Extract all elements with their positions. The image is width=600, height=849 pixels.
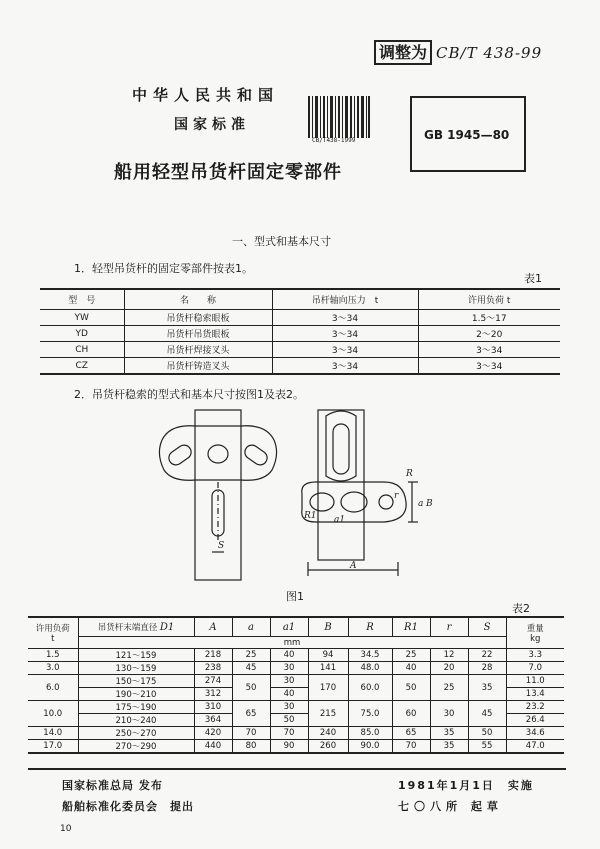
cell-r-upper: 60.0 (348, 675, 392, 701)
label-s: S (218, 541, 225, 551)
cell-b: 141 (308, 662, 348, 675)
cell-weight: 7.0 (506, 662, 564, 675)
cell-weight: 23.2 (506, 701, 564, 714)
table1-cell: CZ (40, 358, 124, 375)
cell-dia: 250～270 (78, 727, 194, 740)
table2-unit: mm (78, 637, 506, 649)
cell-a1: 70 (270, 727, 308, 740)
drafter: 七〇八所 起草 (398, 800, 503, 813)
table2-header: a1 (270, 617, 308, 637)
table2-unit-row (28, 637, 564, 649)
table1-header: 名 称 (124, 289, 272, 310)
table2-label: 表2 (512, 602, 530, 615)
cell-s: 55 (468, 740, 506, 754)
cell-dia: 121～159 (78, 649, 194, 662)
cell-r1: 70 (392, 740, 430, 754)
table2-header: r (430, 617, 468, 637)
table1-cell: 吊货杆铸造叉头 (124, 358, 272, 375)
cell-a-upper: 364 (194, 714, 232, 727)
table1-cell: 吊货杆吊货眼板 (124, 326, 272, 342)
cell-r-upper: 85.0 (348, 727, 392, 740)
table1-cell: 3～34 (272, 326, 418, 342)
table1-row (40, 358, 560, 375)
page-number: 10 (60, 824, 72, 834)
cell-a-lower: 45 (232, 662, 270, 675)
table2-row (28, 662, 564, 675)
cell-a-upper: 218 (194, 649, 232, 662)
table1-header: 吊杆轴向压力 t (272, 289, 418, 310)
label-r-big: R (406, 469, 413, 479)
table1-cell: 吊货杆焊接叉头 (124, 342, 272, 358)
cell-r1: 50 (392, 675, 430, 701)
issuer: 国家标准总局 发布 (62, 779, 163, 792)
table1-cell: 吊货杆稳索眼板 (124, 310, 272, 326)
table1-cell: 3～34 (418, 358, 560, 375)
cell-a1: 90 (270, 740, 308, 754)
table2-header-dia: 吊货杆末端直径 D1 (78, 617, 194, 637)
standard-type: 国家标准 (174, 117, 250, 133)
table2-header: R1 (392, 617, 430, 637)
table2-header: R (348, 617, 392, 637)
cell-s: 45 (468, 701, 506, 727)
cell-dia: 270～290 (78, 740, 194, 754)
cell-a-lower: 50 (232, 675, 270, 701)
cell-load: 6.0 (28, 675, 78, 701)
table2-header-weight: 重量 kg (506, 617, 564, 649)
cell-r-lower: 20 (430, 662, 468, 675)
figure-1-drawing (150, 402, 450, 582)
cell-s: 50 (468, 727, 506, 740)
cell-r1: 65 (392, 727, 430, 740)
table1-cell: 2～20 (418, 326, 560, 342)
table1-label: 表1 (524, 272, 542, 285)
table-2 (28, 616, 564, 754)
table2-row (28, 727, 564, 740)
cell-r-upper: 90.0 (348, 740, 392, 754)
effective-date: 1981年1月1日 实施 (398, 779, 534, 792)
table1-row (40, 326, 560, 342)
table1-cell: 3～34 (272, 310, 418, 326)
table2-row (28, 675, 564, 688)
cell-r1: 25 (392, 649, 430, 662)
cell-a1: 30 (270, 675, 308, 688)
table2-header: a (232, 617, 270, 637)
paragraph-2: 2．吊货杆稳索的型式和基本尺寸按图1及表2。 (74, 388, 304, 401)
cell-a1: 40 (270, 649, 308, 662)
cell-b: 260 (308, 740, 348, 754)
label-dim-a: A (350, 561, 357, 571)
cell-a-upper: 310 (194, 701, 232, 714)
cell-weight: 34.6 (506, 727, 564, 740)
cell-r-upper: 75.0 (348, 701, 392, 727)
cell-r-upper: 48.0 (348, 662, 392, 675)
cell-a-lower: 25 (232, 649, 270, 662)
label-a1: a1 (334, 515, 346, 525)
cell-r1: 60 (392, 701, 430, 727)
cell-weight: 13.4 (506, 688, 564, 701)
cell-load: 10.0 (28, 701, 78, 727)
barcode-text: CB/T438-1999 (312, 137, 356, 144)
table2-header-load: 许用负荷 t (28, 617, 78, 649)
barcode-image (308, 96, 370, 138)
table1-row (40, 310, 560, 326)
cell-r-lower: 35 (430, 727, 468, 740)
stamp-label: 调整为 (374, 40, 432, 65)
cell-b: 215 (308, 701, 348, 727)
cell-r-upper: 34.5 (348, 649, 392, 662)
section-heading: 一、型式和基本尺寸 (232, 235, 331, 248)
eye-plate-front-view (159, 410, 276, 580)
cell-dia: 190～210 (78, 688, 194, 701)
cell-b: 240 (308, 727, 348, 740)
cell-a-upper: 440 (194, 740, 232, 754)
cell-b: 170 (308, 675, 348, 701)
cell-s: 35 (468, 675, 506, 701)
cell-a1: 30 (270, 701, 308, 714)
label-a: a (418, 499, 424, 509)
adjustment-stamp (374, 40, 542, 63)
cell-a-upper: 420 (194, 727, 232, 740)
cell-dia: 175～190 (78, 701, 194, 714)
eye-plate-side-view (302, 410, 418, 576)
cell-load: 3.0 (28, 662, 78, 675)
cell-weight: 3.3 (506, 649, 564, 662)
table1-header: 型 号 (40, 289, 124, 310)
footer-rule (28, 768, 566, 770)
cell-r-lower: 30 (430, 701, 468, 727)
cell-r1: 40 (392, 662, 430, 675)
cell-dia: 130～159 (78, 662, 194, 675)
cell-dia: 210～240 (78, 714, 194, 727)
table2-header: A (194, 617, 232, 637)
cell-a1: 30 (270, 662, 308, 675)
table-1 (40, 288, 560, 375)
cell-weight: 26.4 (506, 714, 564, 727)
cell-a-upper: 312 (194, 688, 232, 701)
cell-load: 1.5 (28, 649, 78, 662)
cell-dia: 150～175 (78, 675, 194, 688)
table2-row (28, 649, 564, 662)
table2-row (28, 701, 564, 714)
cell-a1: 40 (270, 688, 308, 701)
paragraph-1: 1．轻型吊货杆的固定零部件按表1。 (74, 262, 253, 275)
cell-a-upper: 238 (194, 662, 232, 675)
label-r-small: r (394, 491, 399, 501)
table1-header: 许用负荷 t (418, 289, 560, 310)
cell-load: 17.0 (28, 740, 78, 754)
cell-a-upper: 274 (194, 675, 232, 688)
table1-cell: 3～34 (272, 342, 418, 358)
cell-a-lower: 70 (232, 727, 270, 740)
proposer: 船舶标准化委员会 提出 (62, 800, 194, 813)
label-b: B (426, 499, 433, 509)
cell-r-lower: 25 (430, 675, 468, 701)
table2-header-row (28, 617, 564, 637)
cell-r-lower: 35 (430, 740, 468, 754)
cell-b: 94 (308, 649, 348, 662)
table1-cell: YW (40, 310, 124, 326)
table2-header: S (468, 617, 506, 637)
label-r1: R1 (304, 511, 317, 521)
document-title: 船用轻型吊货杆固定零部件 (114, 162, 342, 183)
cell-s: 28 (468, 662, 506, 675)
stamp-handwriting: CB/T 438-99 (436, 44, 543, 62)
table1-cell: CH (40, 342, 124, 358)
standard-code: GB 1945—80 (424, 128, 510, 142)
country-name: 中华人民共和国 (132, 86, 280, 104)
table1-header-row (40, 289, 560, 310)
cell-r-lower: 12 (430, 649, 468, 662)
cell-a1: 50 (270, 714, 308, 727)
figure-caption: 图1 (286, 590, 304, 603)
cell-s: 22 (468, 649, 506, 662)
cell-load: 14.0 (28, 727, 78, 740)
table1-cell: 3～34 (418, 342, 560, 358)
table2-header: B (308, 617, 348, 637)
table1-row (40, 342, 560, 358)
table1-cell: YD (40, 326, 124, 342)
table1-cell: 1.5～17 (418, 310, 560, 326)
table1-cell: 3～34 (272, 358, 418, 375)
table2-row (28, 740, 564, 754)
cell-weight: 47.0 (506, 740, 564, 754)
cell-weight: 11.0 (506, 675, 564, 688)
cell-a-lower: 65 (232, 701, 270, 727)
cell-a-lower: 80 (232, 740, 270, 754)
